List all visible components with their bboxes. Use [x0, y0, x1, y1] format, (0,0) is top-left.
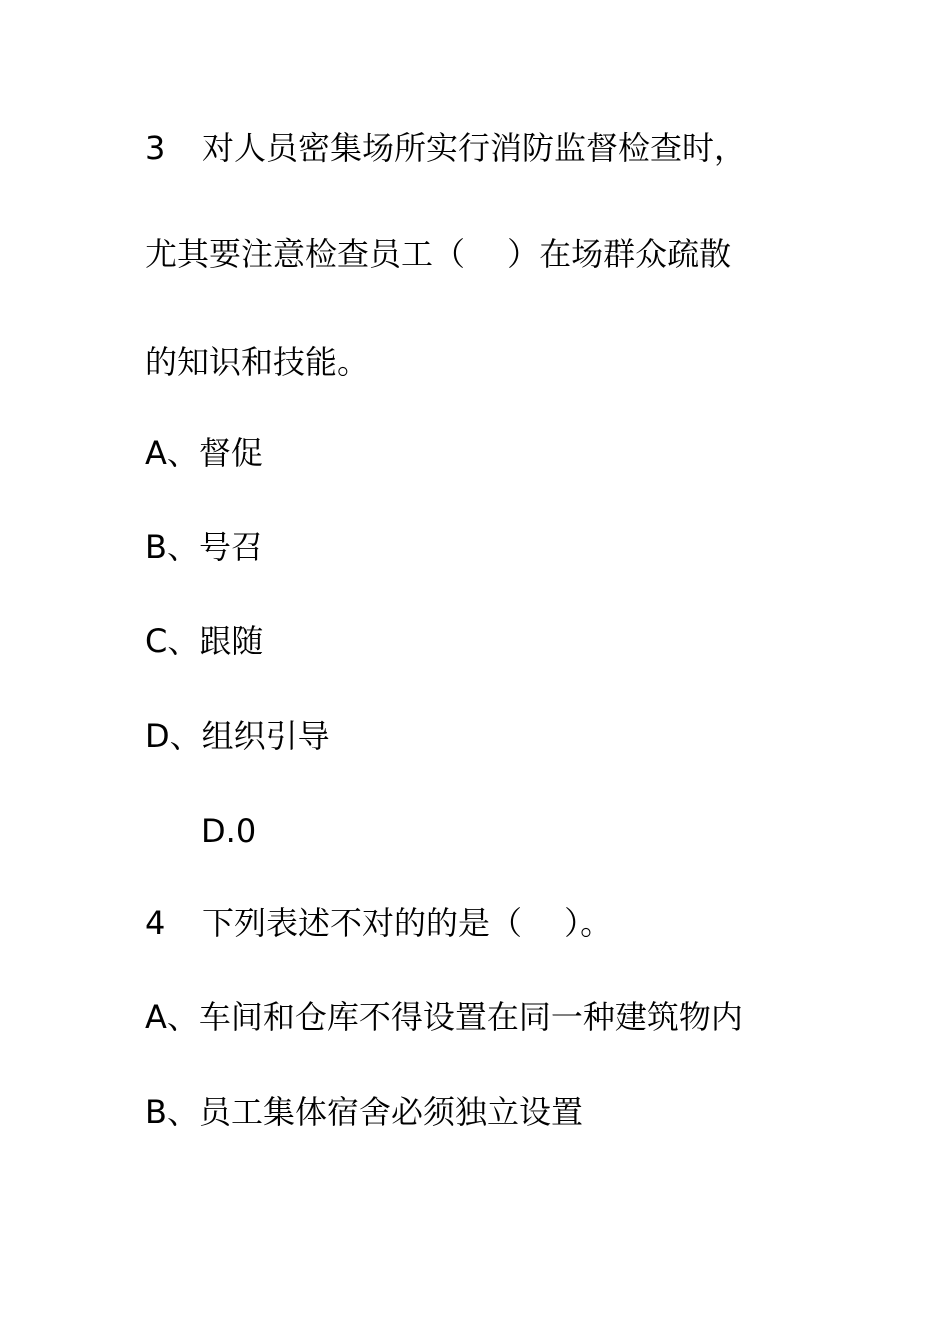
question-3-answer: D.0: [201, 812, 257, 850]
question-3-number: 3: [145, 129, 166, 167]
question-3-stem-line-3: 的知识和技能。: [145, 343, 370, 381]
question-3-option-a: A、督促: [145, 434, 263, 472]
question-4-stem-text-1: 下列表述不对的的是（ ）。: [202, 904, 613, 942]
question-3-option-b: B、号召: [145, 528, 263, 566]
question-3-stem-line-2: 尤其要注意检查员工（ ）在场群众疏散: [145, 235, 732, 273]
question-3-stem-line-1: [145, 128, 746, 168]
question-4-option-b: B、员工集体宿舍必须独立设置: [145, 1093, 583, 1131]
question-4-option-a: A、车间和仓库不得设置在同一种建筑物内: [145, 998, 743, 1036]
question-3-option-d: D、组织引导: [145, 717, 330, 755]
question-3-option-c: C、跟随: [145, 622, 264, 660]
question-3-stem-text-1: 对人员密集场所实行消防监督检查时，: [202, 129, 747, 167]
question-4-number: 4: [145, 904, 166, 942]
question-4-stem-line-1: [145, 903, 612, 943]
